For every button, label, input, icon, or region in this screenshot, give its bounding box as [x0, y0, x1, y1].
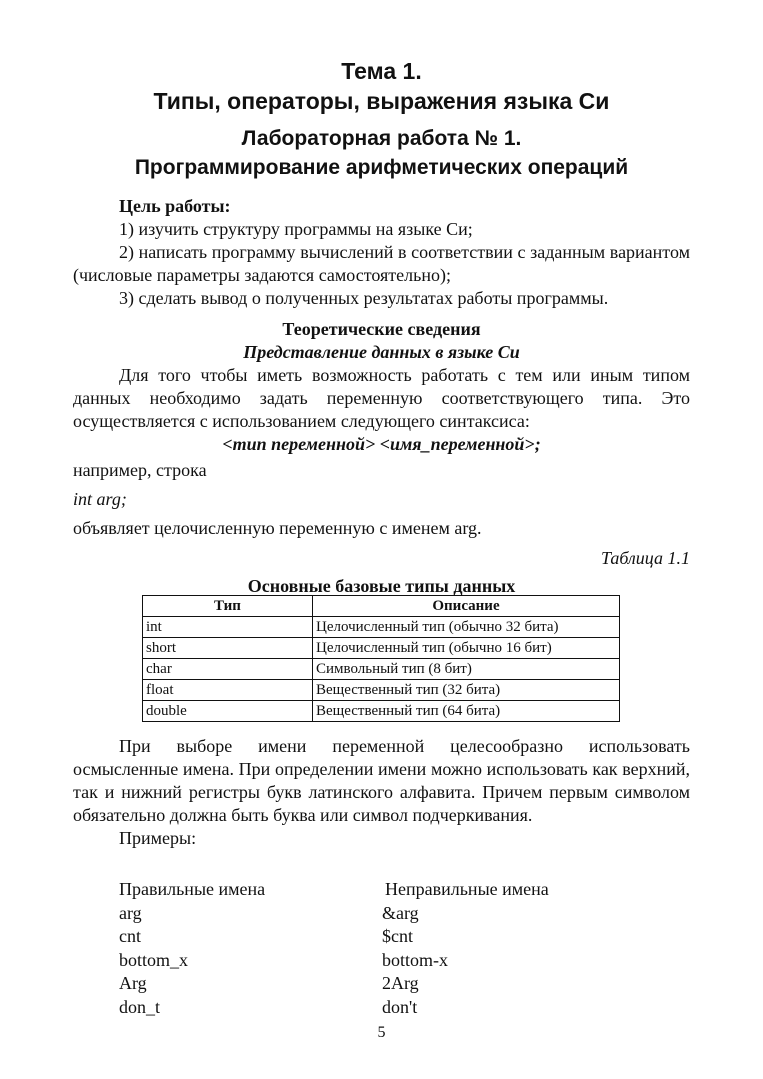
theory-subheading: Представление данных в языке Си: [243, 342, 520, 362]
valid-name: bottom_x: [119, 949, 189, 970]
description-cell: Целочисленный тип (обычно 16 бит): [313, 638, 620, 659]
names-row: [119, 996, 549, 1020]
names-examples: [119, 878, 549, 1019]
table-row: [143, 638, 620, 659]
table-caption: Таблица 1.1: [600, 548, 690, 568]
valid-name: don_t: [119, 996, 161, 1017]
goal-section: [73, 195, 690, 310]
valid-names-header: Правильные имена: [119, 879, 266, 899]
valid-name: arg: [119, 902, 142, 923]
lab-line-2: Программирование арифметических операций: [134, 156, 629, 179]
lab-title: [0, 124, 763, 182]
description-cell: Целочисленный тип (обычно 32 бита): [313, 617, 620, 638]
description-cell: Символьный тип (8 бит): [313, 659, 620, 680]
examples-label: Примеры:: [119, 828, 197, 848]
page-number: 5: [377, 1024, 386, 1041]
goal-item-1: 1) изучить структуру программы на языке Си;: [119, 219, 473, 239]
names-header-row: [119, 878, 549, 902]
topic-title: [0, 56, 763, 116]
theory-heading: Теоретические сведения: [282, 319, 481, 339]
invalid-name: &arg: [382, 902, 419, 923]
invalid-names-header: Неправильные имена: [385, 879, 549, 899]
topic-line-2: Типы, операторы, выражения языка Си: [153, 88, 610, 114]
invalid-name: don't: [382, 996, 418, 1017]
data-types-table: [142, 595, 620, 722]
goal-item-3: 3) сделать вывод о полученных результатах работы программы.: [119, 288, 609, 308]
table-row: [143, 680, 620, 701]
naming-paragraph: При выборе имени переменной целесообразно использовать осмысленные имена. При определении имени можно использовать как верхний, так и нижний регистры букв латинского алфавита. Причем первым символом обязательно должна быть буква или символ подчеркивания.: [73, 736, 690, 825]
invalid-name: bottom-x: [382, 949, 448, 970]
description-cell: Вещественный тип (64 бита): [313, 701, 620, 722]
names-row: [119, 949, 549, 973]
type-cell: double: [143, 701, 313, 722]
table-row: [143, 617, 620, 638]
table-row: [143, 701, 620, 722]
type-cell: int: [143, 617, 313, 638]
invalid-name: 2Arg: [382, 973, 419, 993]
invalid-name: $cnt: [382, 926, 413, 946]
valid-name: Arg: [119, 973, 147, 993]
valid-name: cnt: [119, 926, 141, 946]
names-row: [119, 972, 549, 996]
naming-section: [73, 735, 690, 850]
table-row: [143, 659, 620, 680]
theory-section: [73, 318, 690, 598]
type-cell: float: [143, 680, 313, 701]
lab-line-1: Лабораторная работа № 1.: [241, 127, 522, 150]
goal-item-2: 2) написать программу вычислений в соответствии с заданным вариантом (числовые параметры задаются самостоятельно);: [73, 242, 690, 285]
theory-paragraph: Для того чтобы иметь возможность работать с тем или иным типом данных необходимо задать переменную соответствующего типа. Это осуществляется с использованием следующего синтаксиса:: [73, 365, 690, 431]
table-title: Основные базовые типы данных: [247, 576, 516, 596]
names-row: [119, 925, 549, 949]
example-intro: например, строка: [73, 460, 207, 480]
topic-line-1: Тема 1.: [341, 58, 422, 84]
example-description: объявляет целочисленную переменную с именем arg.: [73, 518, 482, 538]
table-header-type: Тип: [143, 596, 313, 617]
syntax-line: <тип переменной> <имя_переменной>;: [222, 434, 541, 454]
example-code: int arg;: [73, 489, 127, 509]
names-row: [119, 902, 549, 926]
type-cell: char: [143, 659, 313, 680]
table-header-row: [143, 596, 620, 617]
description-cell: Вещественный тип (32 бита): [313, 680, 620, 701]
type-cell: short: [143, 638, 313, 659]
goal-heading: Цель работы:: [119, 196, 231, 216]
table-header-description: Описание: [313, 596, 620, 617]
